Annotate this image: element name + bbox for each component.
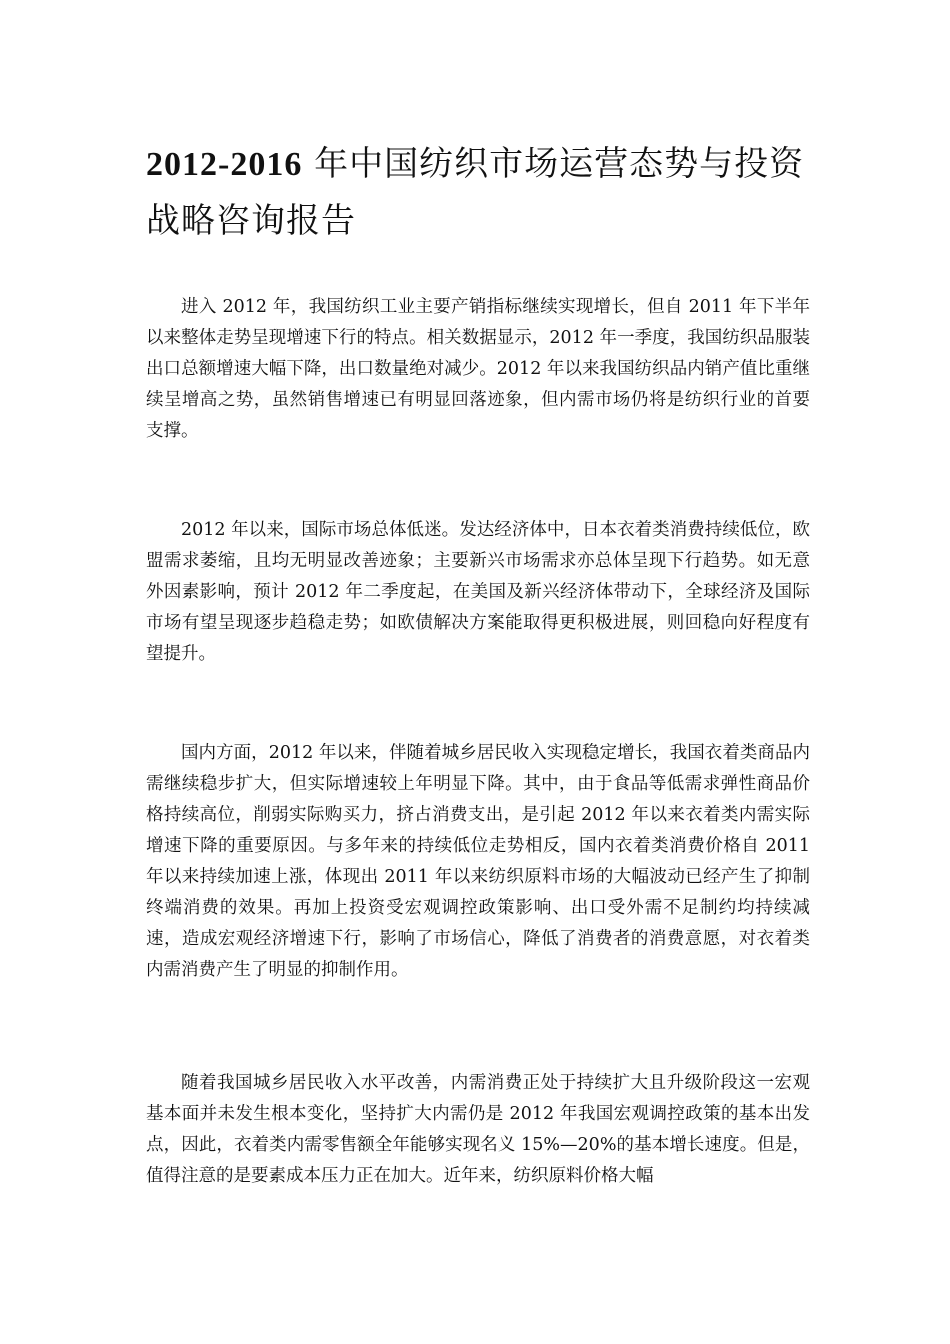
paragraph-3: 国内方面，2012 年以来，伴随着城乡居民收入实现稳定增长，我国衣着类商品内需继续稳步扩大，但实际增速较上年明显下降。其中，由于食品等低需求弹性商品价格持续高位，削弱实际购买力，挤占消费支出，是引起 2012 年以来衣着类内需实际增速下降的重要原因。与多年来的持续低位走势相反，国内衣着类消费价格自 2011 年以来持续加速上涨，体现出 2011 年以来纺织原料市场的大幅波动已经产生了抑制终端消费的效果。再加上投资受宏观调控政策影响、出口受外需不足制约均持续减速，造成宏观经济增速下行，影响了市场信心，降低了消费者的消费意愿，对衣着类内需消费产生了明显的抑制作用。 <box>146 743 810 980</box>
title-text: 年中国纺织市场运营态势与投资战略咨询报告 <box>146 144 805 241</box>
paragraph-2: 2012 年以来，国际市场总体低迷。发达经济体中，日本衣着类消费持续低位，欧盟需求萎缩，且均无明显改善迹象；主要新兴市场需求亦总体呈现下行趋势。如无意外因素影响，预计 2012 年二季度起，在美国及新兴经济体带动下，全球经济及国际市场有望呈现逐步趋稳走势；如欧债解决方案能取得更积极进展，则回稳向好程度有望提升。 <box>146 520 810 664</box>
title-year: 2012-2016 <box>146 146 303 183</box>
paragraph-4: 随着我国城乡居民收入水平改善，内需消费正处于持续扩大且升级阶段这一宏观基本面并未发生根本变化，坚持扩大内需仍是 2012 年我国宏观调控政策的基本出发点，因此，衣着类内需零售额全年能够实现名义 15%—20%的基本增长速度。但是，值得注意的是要素成本压力正在加大。近年来，纺织原料价格大幅 <box>146 1073 810 1186</box>
paragraph-1: 进入 2012 年，我国纺织工业主要产销指标继续实现增长，但自 2011 年下半年以来整体走势呈现增速下行的特点。相关数据显示，2012 年一季度，我国纺织品服装出口总额增速大幅下降，出口数量绝对减少。2012 年以来我国纺织品内销产值比重继续呈增高之势，虽然销售增速已有明显回落迹象，但内需市场仍将是纺织行业的首要支撑。 <box>146 297 810 441</box>
document-title <box>146 136 816 249</box>
